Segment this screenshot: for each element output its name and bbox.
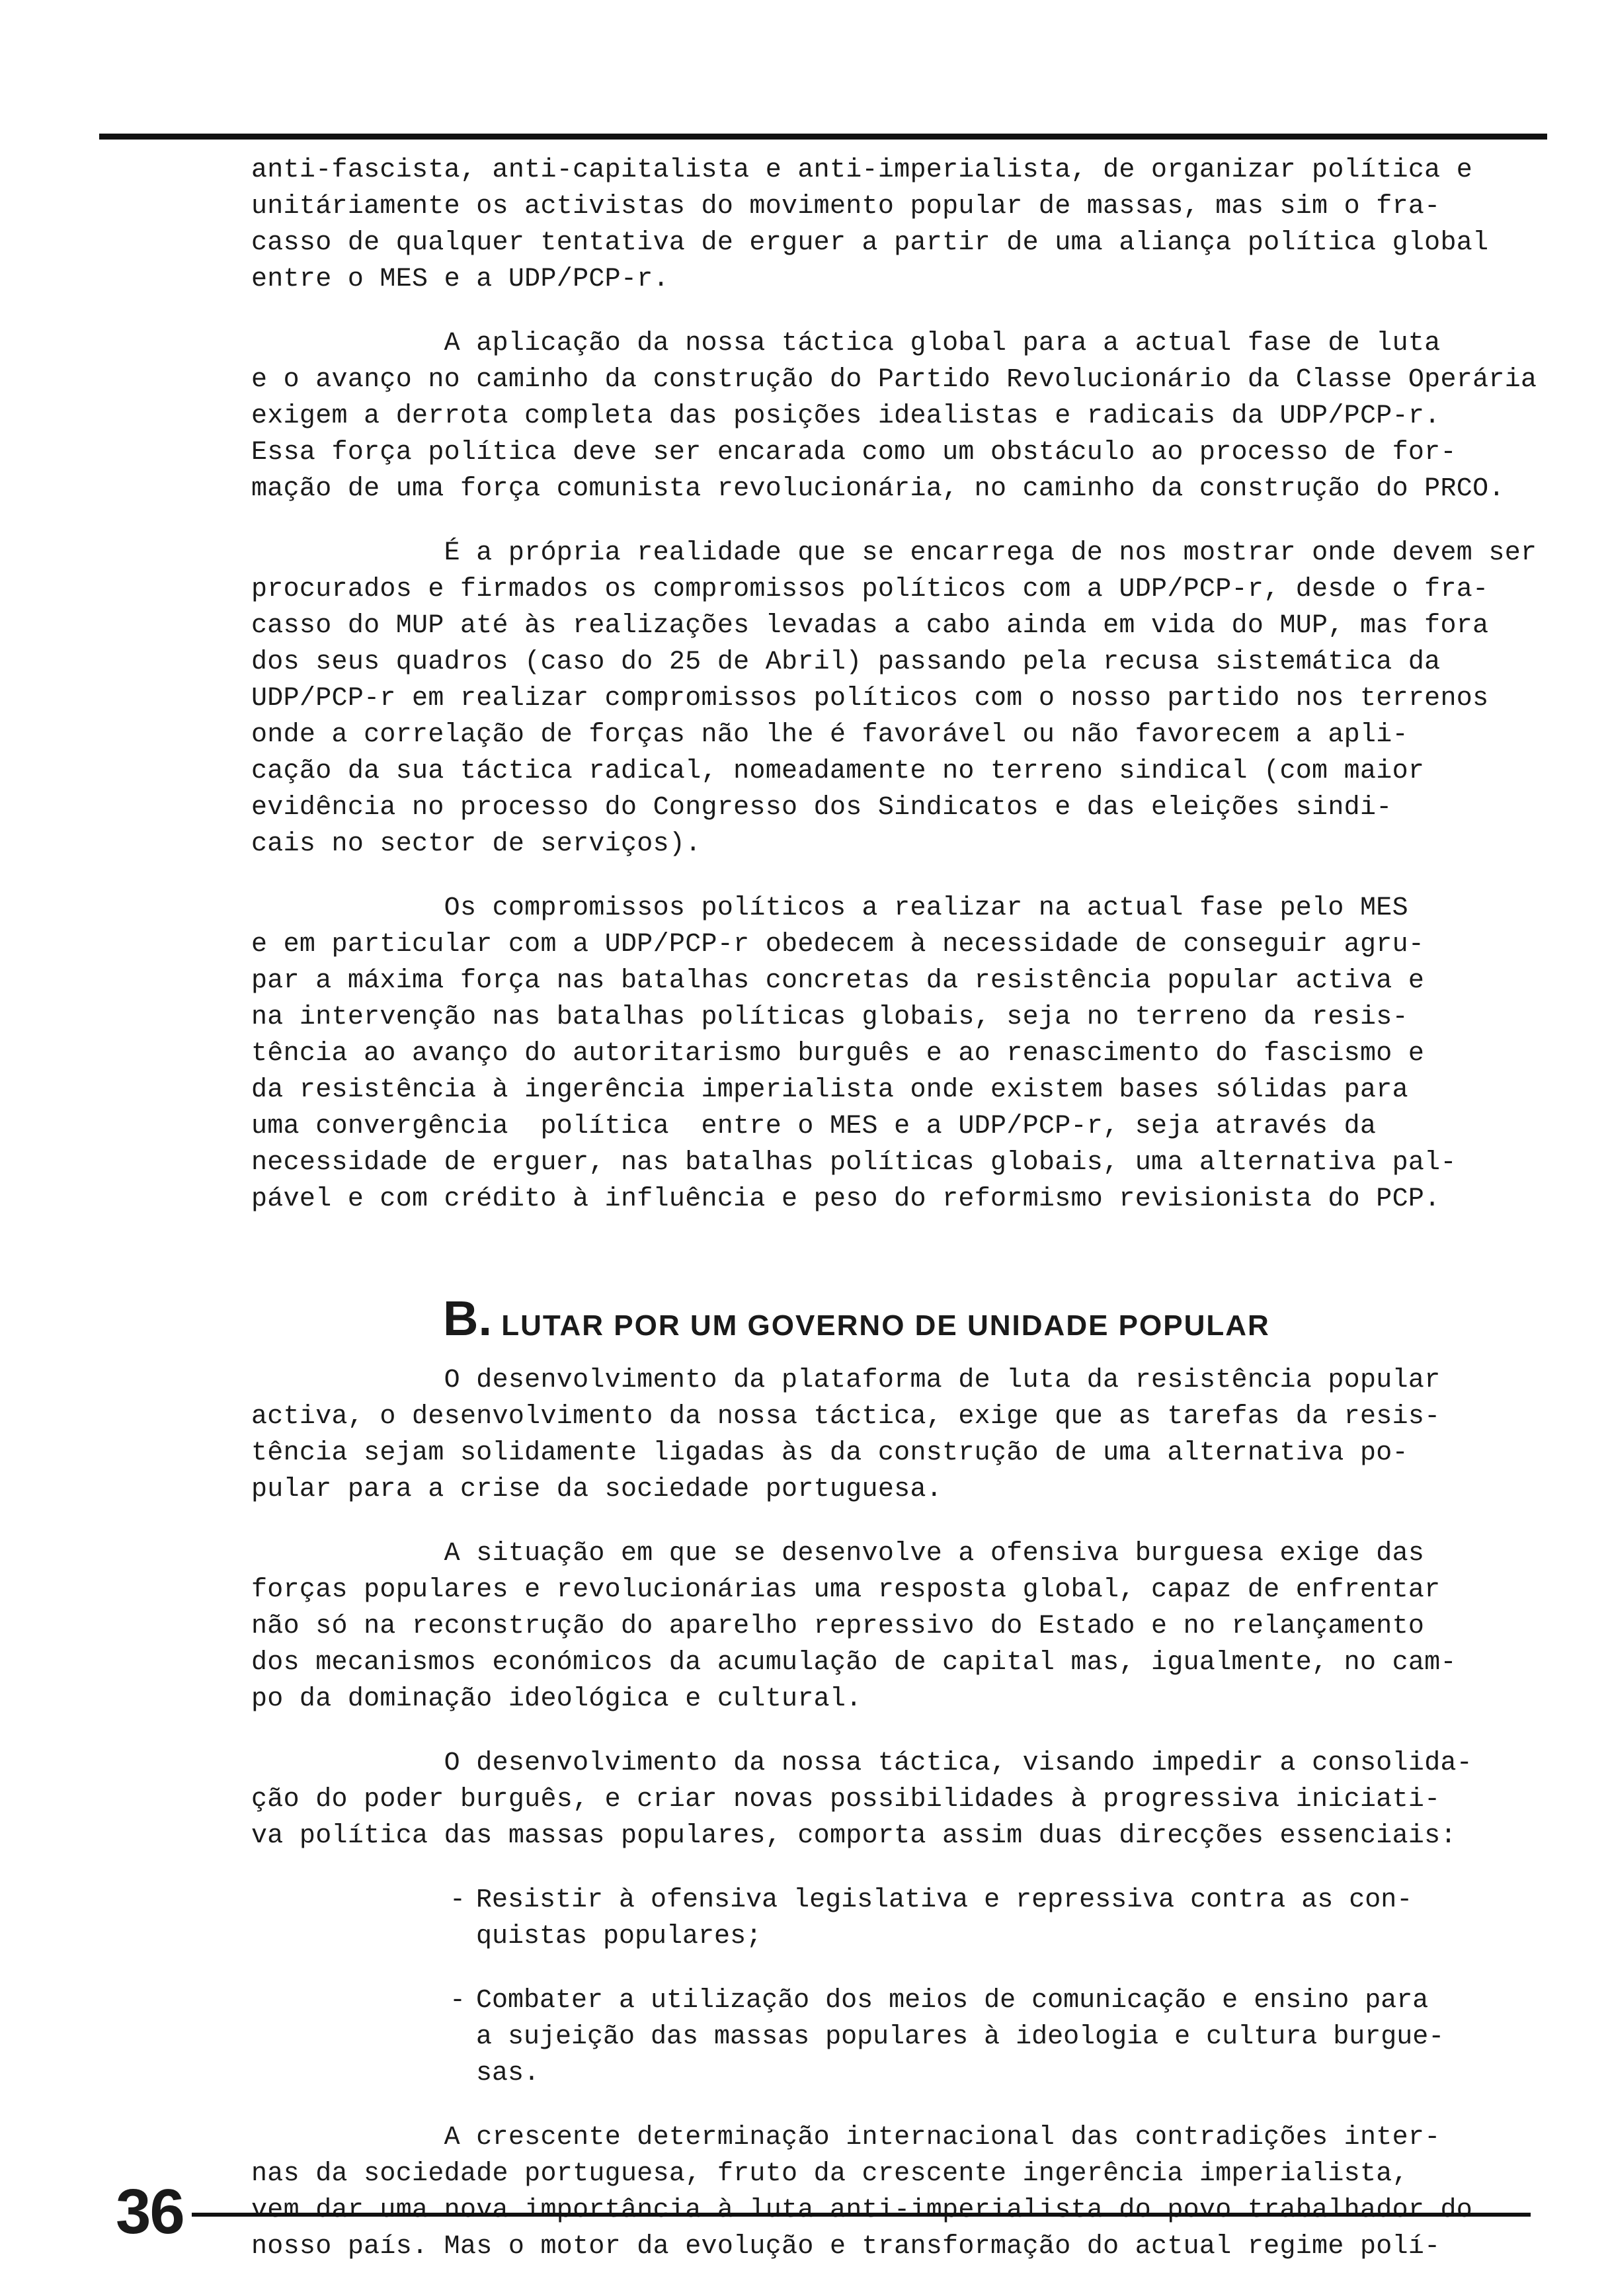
paragraph: A situação em que se desenvolve a ofensiva burguesa exige das forças populares e revolucionárias uma resposta global, capaz de enfrentar não só na reconstrução do aparelho repressivo do Estado e no relançamento dos mecanismos económicos da acumulação de capital mas, igualmente, no cam- po da dominação ideológica e cultural. xyxy=(251,1539,1457,1714)
page-body xyxy=(251,152,1547,2293)
paragraph: É a própria realidade que se encarrega de nos mostrar onde devem ser procurados e firmados os compromissos políticos com a UDP/PCP-r, desde o fra- casso do MUP até às realizações levadas a cabo ainda em vida do MUP, mas fora dos seus quadros (caso do 25 de Abril) passando pela recusa sistemática da UDP/PCP-r em realizar compromissos políticos com o nosso partido nos terrenos onde a correlação de forças não lhe é favorável ou não favorecem a apli- cação da sua táctica radical, nomeadamente no terreno sindical (com maior evidência no processo do Congresso dos Sindicatos e das eleições sindi- cais no sector de serviços). xyxy=(251,538,1537,859)
section-title: LUTAR POR UM GOVERNO DE UNIDADE POPULAR xyxy=(501,1309,1270,1342)
paragraph: O desenvolvimento da plataforma de luta da resistência popular activa, o desenvolvimento da nossa táctica, exige que as tarefas da resis- tência sejam solidamente ligadas às da construção de uma alternativa po- pular para a crise da sociedade portuguesa. xyxy=(251,1366,1441,1504)
bottom-rule xyxy=(192,2213,1531,2217)
bullet-list xyxy=(450,1882,1547,2092)
list-item xyxy=(450,1983,1547,2092)
page-number: 36 xyxy=(116,2176,184,2247)
list-item-text: Resistir à ofensiva legislativa e repressiva contra as con- quistas populares; xyxy=(476,1885,1413,1951)
bullet-marker: - xyxy=(450,1986,466,2016)
section-letter: B. xyxy=(443,1291,492,1346)
paragraph: anti-fascista, anti-capitalista e anti-imperialista, de organizar política e unitáriamente os activistas do movimento popular de massas, mas sim o fra- casso de qualquer tentativa de erguer a partir de uma aliança política global entre o MES e a UDP/PCP-r. xyxy=(251,155,1489,294)
paragraph: Os compromissos políticos a realizar na actual fase pelo MES e em particular com a UDP/PCP-r obedecem à necessidade de conseguir agru- par a máxima força nas batalhas concretas da resistência popular activa e na intervenção nas batalhas políticas globais, seja no terreno da resis- tência ao avanço do autoritarismo burguês e ao renascimento do fascismo e da resistência à ingerência imperialista onde existem bases sólidas para uma convergência política entre o MES e a UDP/PCP-r, seja através da necessidade de erguer, nas batalhas políticas globais, uma alternativa pal- pável e com crédito à influência e peso do reformismo revisionista do PCP. xyxy=(251,893,1457,1214)
section-heading xyxy=(443,1290,1547,1346)
top-rule xyxy=(99,134,1547,140)
list-item-text: Combater a utilização dos meios de comunicação e ensino para a sujeição das massas populares à ideologia e cultura burgue- sas. xyxy=(476,1986,1445,2088)
paragraph: A aplicação da nossa táctica global para a actual fase de luta e o avanço no caminho da construção do Partido Revolucionário da Classe Operária exigem a derrota completa das posições idealistas e radicais da UDP/PCP-r. Essa força política deve ser encarada como um obstáculo ao processo de for- mação de uma força comunista revolucionária, no caminho da construção do PRCO. xyxy=(251,329,1537,504)
list-item xyxy=(450,1882,1547,1955)
paragraph: A crescente determinação internacional das contradições inter- nas da sociedade portuguesa, fruto da crescente ingerência imperialista, vem dar uma nova importância à luta anti-imperialista do povo trabalhador do nosso país. Mas o motor da evolução e transformação do actual regime polí- xyxy=(251,2123,1473,2262)
bullet-marker: - xyxy=(450,1885,466,1915)
paragraph: O desenvolvimento da nossa táctica, visando impedir a consolida- ção do poder burguês, e criar novas possibilidades à progressiva iniciati- va política das massas populares, comporta assim duas direcções essenciais: xyxy=(251,1748,1473,1851)
